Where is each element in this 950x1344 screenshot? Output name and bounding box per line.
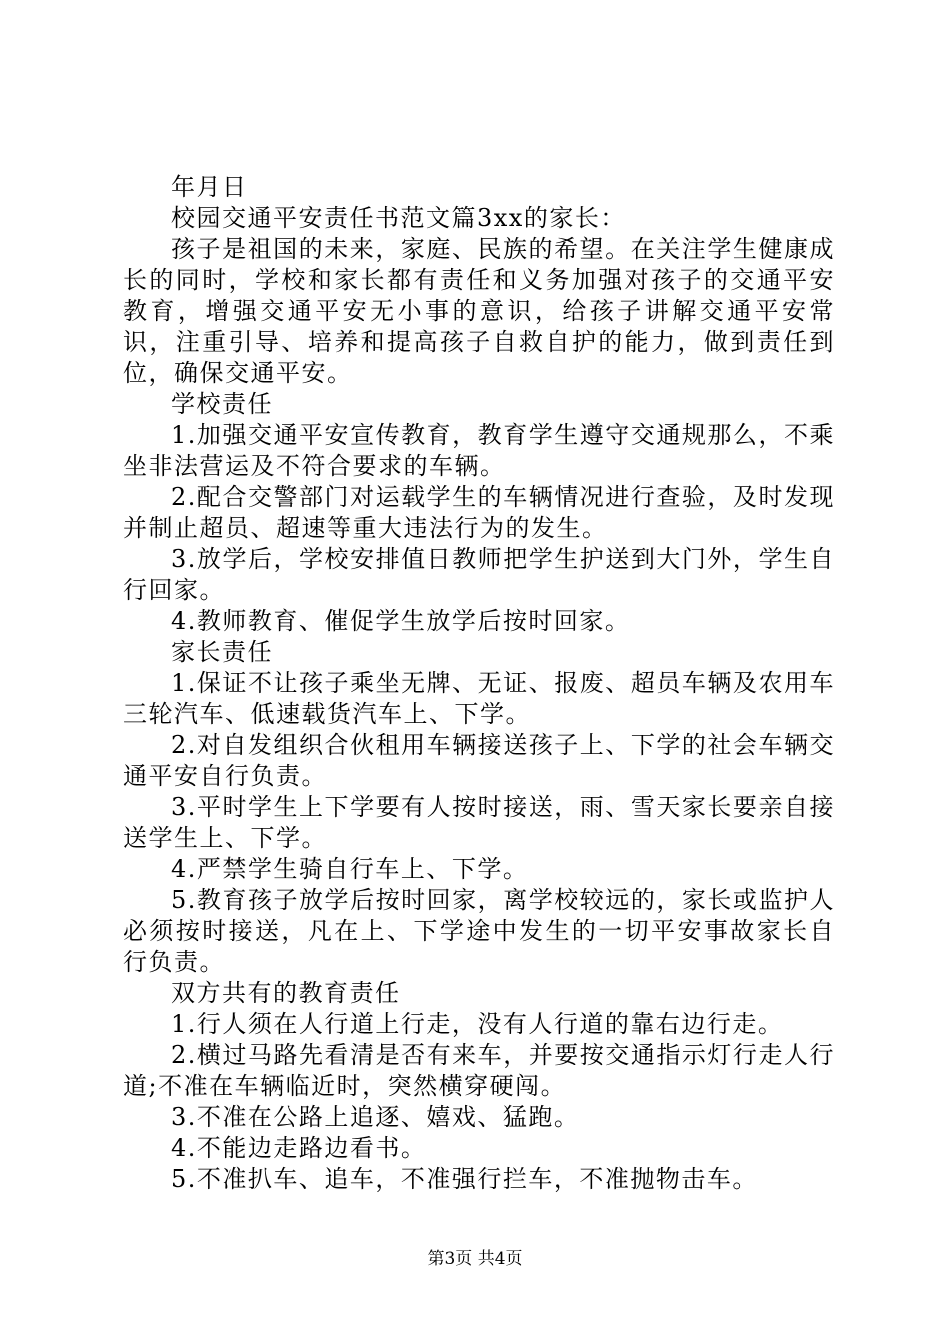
- section-heading-shared: 双方共有的教育责任: [171, 979, 401, 1007]
- section-heading-parent: 家长责任: [171, 638, 273, 666]
- parent-item-4: 4.严禁学生骑自行车上、下学。: [171, 855, 529, 883]
- section-heading-school: 学校责任: [171, 390, 273, 418]
- shared-item-4: 4.不能边走路边看书。: [171, 1134, 427, 1162]
- parent-item-1: 1.保证不让孩子乘坐无牌、无证、报废、超员车辆及农用车三轮汽车、低速载货汽车上、下学。: [123, 669, 835, 728]
- school-item-2: 2.配合交警部门对运载学生的车辆情况进行查验，及时发现并制止超员、超速等重大违法行为的发生。: [123, 483, 835, 542]
- parent-item-2: 2.对自发组织合伙租用车辆接送孩子上、下学的社会车辆交通平安自行负责。: [123, 731, 835, 790]
- date-line: 年月日: [171, 173, 248, 201]
- parent-item-5: 5.教育孩子放学后按时回家，离学校较远的，家长或监护人必须按时接送，凡在上、下学途中发生的一切平安事故家长自行负责。: [123, 886, 835, 976]
- shared-item-1: 1.行人须在人行道上行走，没有人行道的靠右边行走。: [171, 1010, 784, 1038]
- title-line: 校园交通平安责任书范文篇3xx的家长：: [171, 204, 626, 232]
- parent-item-3: 3.平时学生上下学要有人按时接送，雨、雪天家长要亲自接送学生上、下学。: [123, 793, 835, 852]
- school-item-3: 3.放学后，学校安排值日教师把学生护送到大门外，学生自行回家。: [123, 545, 835, 604]
- page-number-footer: 第3页 共4页: [427, 1249, 523, 1269]
- school-item-4: 4.教师教育、催促学生放学后按时回家。: [171, 607, 631, 635]
- shared-item-2: 2.横过马路先看清是否有来车，并要按交通指示灯行走人行道;不准在车辆临近时，突然横穿硬闯。: [123, 1041, 835, 1100]
- school-item-1: 1.加强交通平安宣传教育，教育学生遵守交通规那么，不乘坐非法营运及不符合要求的车辆。: [123, 421, 835, 480]
- document-body: [123, 172, 835, 1195]
- intro-paragraph: 孩子是祖国的未来，家庭、民族的希望。在关注学生健康成长的同时，学校和家长都有责任和义务加强对孩子的交通平安教育，增强交通平安无小事的意识，给孩子讲解交通平安常识，注重引导、培养和提高孩子自救自护的能力，做到责任到位，确保交通平安。: [123, 235, 835, 387]
- shared-item-3: 3.不准在公路上追逐、嬉戏、猛跑。: [171, 1103, 580, 1131]
- shared-item-5: 5.不准扒车、追车，不准强行拦车，不准抛物击车。: [171, 1165, 758, 1193]
